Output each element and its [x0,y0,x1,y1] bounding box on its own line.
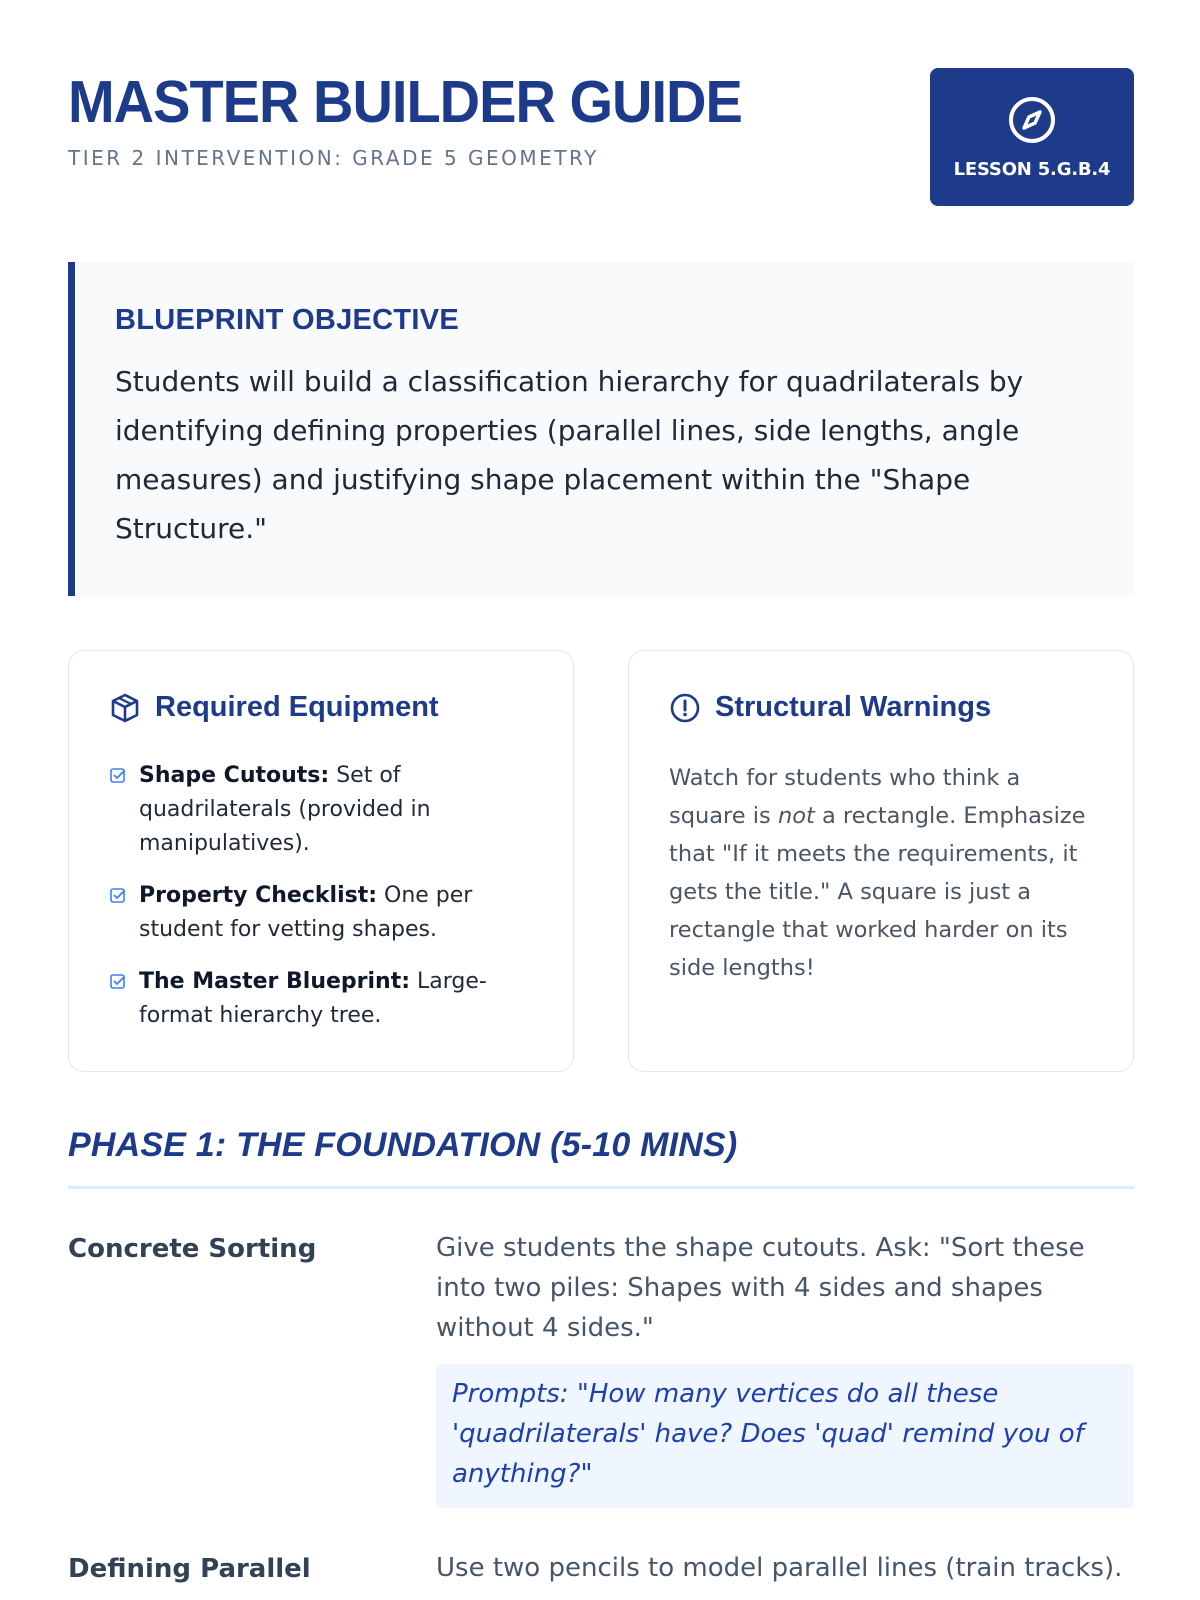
phase-divider [68,1186,1134,1189]
equipment-item [109,965,543,1033]
warnings-text-part: Watch for students who think a square is [669,765,1021,829]
equipment-item-desc: Set of quadrilaterals (provided in manipulatives). [139,763,431,856]
equipment-item [109,879,543,947]
warnings-text-part: a rectangle. Emphasize that "If it meets the requirements, it gets the title." A square is just a rectangle that worked harder on its side lengths! [669,803,1086,981]
equipment-item-desc: Large-format hierarchy tree. [139,969,487,1028]
blueprint-objective [68,262,1134,596]
cube-icon [109,692,141,724]
compass-icon [1007,95,1057,145]
page-title: MASTER BUILDER GUIDE [68,67,742,135]
required-equipment-card [68,650,574,1072]
equipment-item-name: Property Checklist: [139,883,378,908]
row-text-defining-parallel: Use two pencils to model parallel lines (train tracks). [436,1553,1123,1583]
checkbox-icon [109,973,127,991]
row-text-concrete-sorting: Give students the shape cutouts. Ask: "Sort these into two piles: Shapes with 4 sides and shapes without 4 sides." [436,1233,1085,1343]
row-label-defining-parallel: Defining Parallel [68,1554,311,1584]
page-subtitle: TIER 2 INTERVENTION: GRADE 5 GEOMETRY [68,146,599,170]
equipment-item [109,759,543,861]
page-header [68,66,1134,206]
row-label-concrete-sorting: Concrete Sorting [68,1234,317,1264]
checkbox-icon [109,767,127,785]
equipment-title: Required Equipment [155,691,439,723]
objective-text: Students will build a classification hierarchy for quadrilaterals by identifying defining properties (parallel lines, side lengths, angle measures) and justifying shape placement within the "Shape Structure." [115,365,1024,545]
equipment-item-name: Shape Cutouts: [139,763,330,788]
equipment-header [109,691,439,724]
equipment-item-name: The Master Blueprint: [139,969,411,994]
alert-circle-icon [669,692,701,724]
objective-heading: BLUEPRINT OBJECTIVE [115,304,460,336]
warnings-emphasis: not [777,803,815,829]
warnings-title: Structural Warnings [715,691,992,723]
equipment-list [109,759,543,1051]
phase-1-title: PHASE 1: THE FOUNDATION (5-10 MINS) [68,1126,738,1164]
checkbox-icon [109,887,127,905]
structural-warnings-card [628,650,1134,1072]
equipment-item-desc: One per student for vetting shapes. [139,883,473,942]
lesson-badge [930,68,1134,206]
warnings-header [669,691,991,724]
prompt-callout: Prompts: "How many vertices do all these 'quadrilaterals' have? Does 'quad' remind you of anything?" [436,1364,1134,1508]
warnings-text [669,759,1093,987]
lesson-code: LESSON 5.G.B.4 [953,158,1111,180]
